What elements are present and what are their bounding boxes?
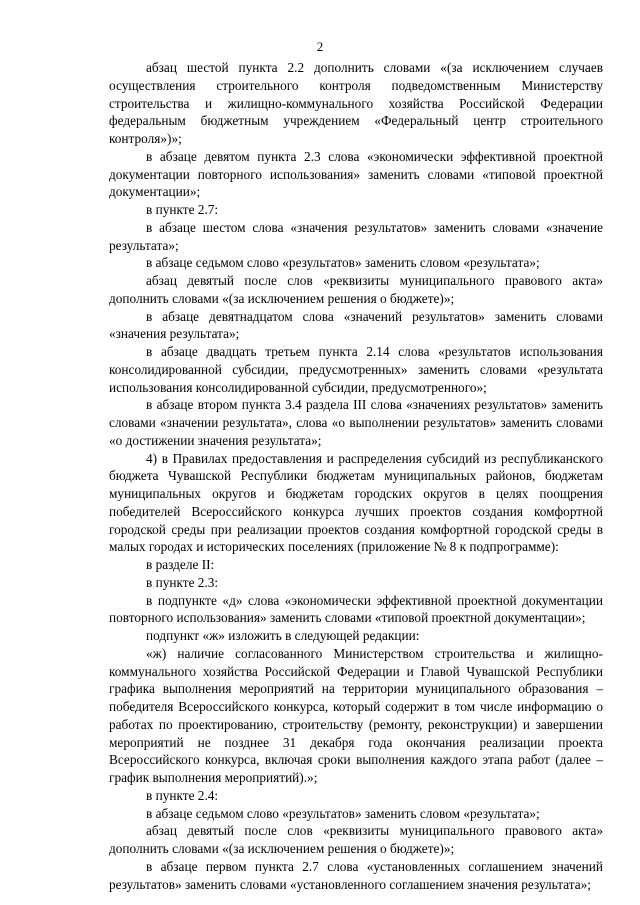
paragraph: 4) в Правилах предоставления и распределения субсидий из республиканского бюджета Чувашской Республики бюджетам муниципальных районов, бюджетам муниципальных округов и бюджетам городских округов в целях поощрения победителей Всероссийского конкурса лучших проектов создания комфортной городской среды при реализации проектов создания комфортной городской среды в малых городах и исторических поселениях (приложение № 8 к подпрограмме):	[109, 450, 603, 555]
paragraph: в пункте 2.7:	[146, 202, 219, 217]
paragraph: в абзаце втором пункта 3.4 раздела III слова «значениях результатов» заменить словами «значении результата», слова «о выполнении результатов» заменить словами «о достижении значения результата»;	[109, 397, 603, 448]
paragraph: в абзаце шестом слова «значения результатов» заменить словами «значение результата»;	[109, 219, 603, 253]
paragraph: в разделе II:	[146, 557, 215, 572]
paragraph: подпункт «ж» изложить в следующей редакции:	[146, 628, 420, 643]
paragraph: в абзаце первом пункта 2.7 слова «установленных соглашением значений результатов» заменить словами «установленного соглашением значения результата»;	[109, 858, 603, 892]
paragraph: в абзаце девятнадцатом слова «значений результатов» заменить словами «значения результата»;	[109, 308, 603, 342]
paragraph: в абзаце седьмом слово «результатов» заменить словом «результата»;	[146, 255, 540, 271]
paragraph: в пункте 2.3:	[146, 574, 219, 590]
paragraph: в абзаце девятом пункта 2.3 слова «экономически эффективной проектной документации повторного использования» заменить словами «типовой проектной документации»;	[109, 148, 603, 200]
paragraph: в абзаце двадцать третьем пункта 2.14 слова «результатов использования консолидированной субсидии, предусмотренных» заменить словами «результата использования консолидированной субсидии, предусмотренного»;	[109, 344, 603, 395]
paragraph: «ж) наличие согласованного Министерством строительства и жилищно-коммунального хозяйства Российской Федерации и Главой Чувашской Республики графика выполнения мероприятий на территории муниципального образования – победителя Всероссийского конкурса, который содержит в том числе информацию о работах по проектированию, строительству (ремонту, реконструкции) и завершении мероприятий не позднее 31 декабря года окончания реализации проекта Всероссийского конкурса, включая сроки выполнения каждого этапа работ (далее – график выполнения мероприятий).»;	[109, 645, 603, 785]
document-body	[109, 59, 603, 893]
paragraph: абзац девятый после слов «реквизиты муниципального правового акта» дополнить словами «(за исключением решения о бюджете)»;	[109, 823, 603, 856]
page-number: 2	[316, 39, 324, 54]
paragraph: в абзаце седьмом слово «результатов» заменить словом «результата»;	[146, 805, 540, 821]
paragraph: в пункте 2.4:	[146, 787, 219, 803]
paragraph: абзац шестой пункта 2.2 дополнить словами «(за исключением случаев осуществления строительного контроля подведомственным Министерству строительства и жилищно-коммунального хозяйства Российской Федерации федеральным бюджетным учреждением «Федеральный центр строительного контроля»)»;	[109, 60, 603, 146]
paragraph: в подпункте «д» слова «экономически эффективной проектной документации повторного использования» заменить словами «типовой проектной документации»;	[109, 592, 603, 626]
paragraph: абзац девятый после слов «реквизиты муниципального правового акта» дополнить словами «(за исключением решения о бюджете)»;	[109, 273, 603, 306]
